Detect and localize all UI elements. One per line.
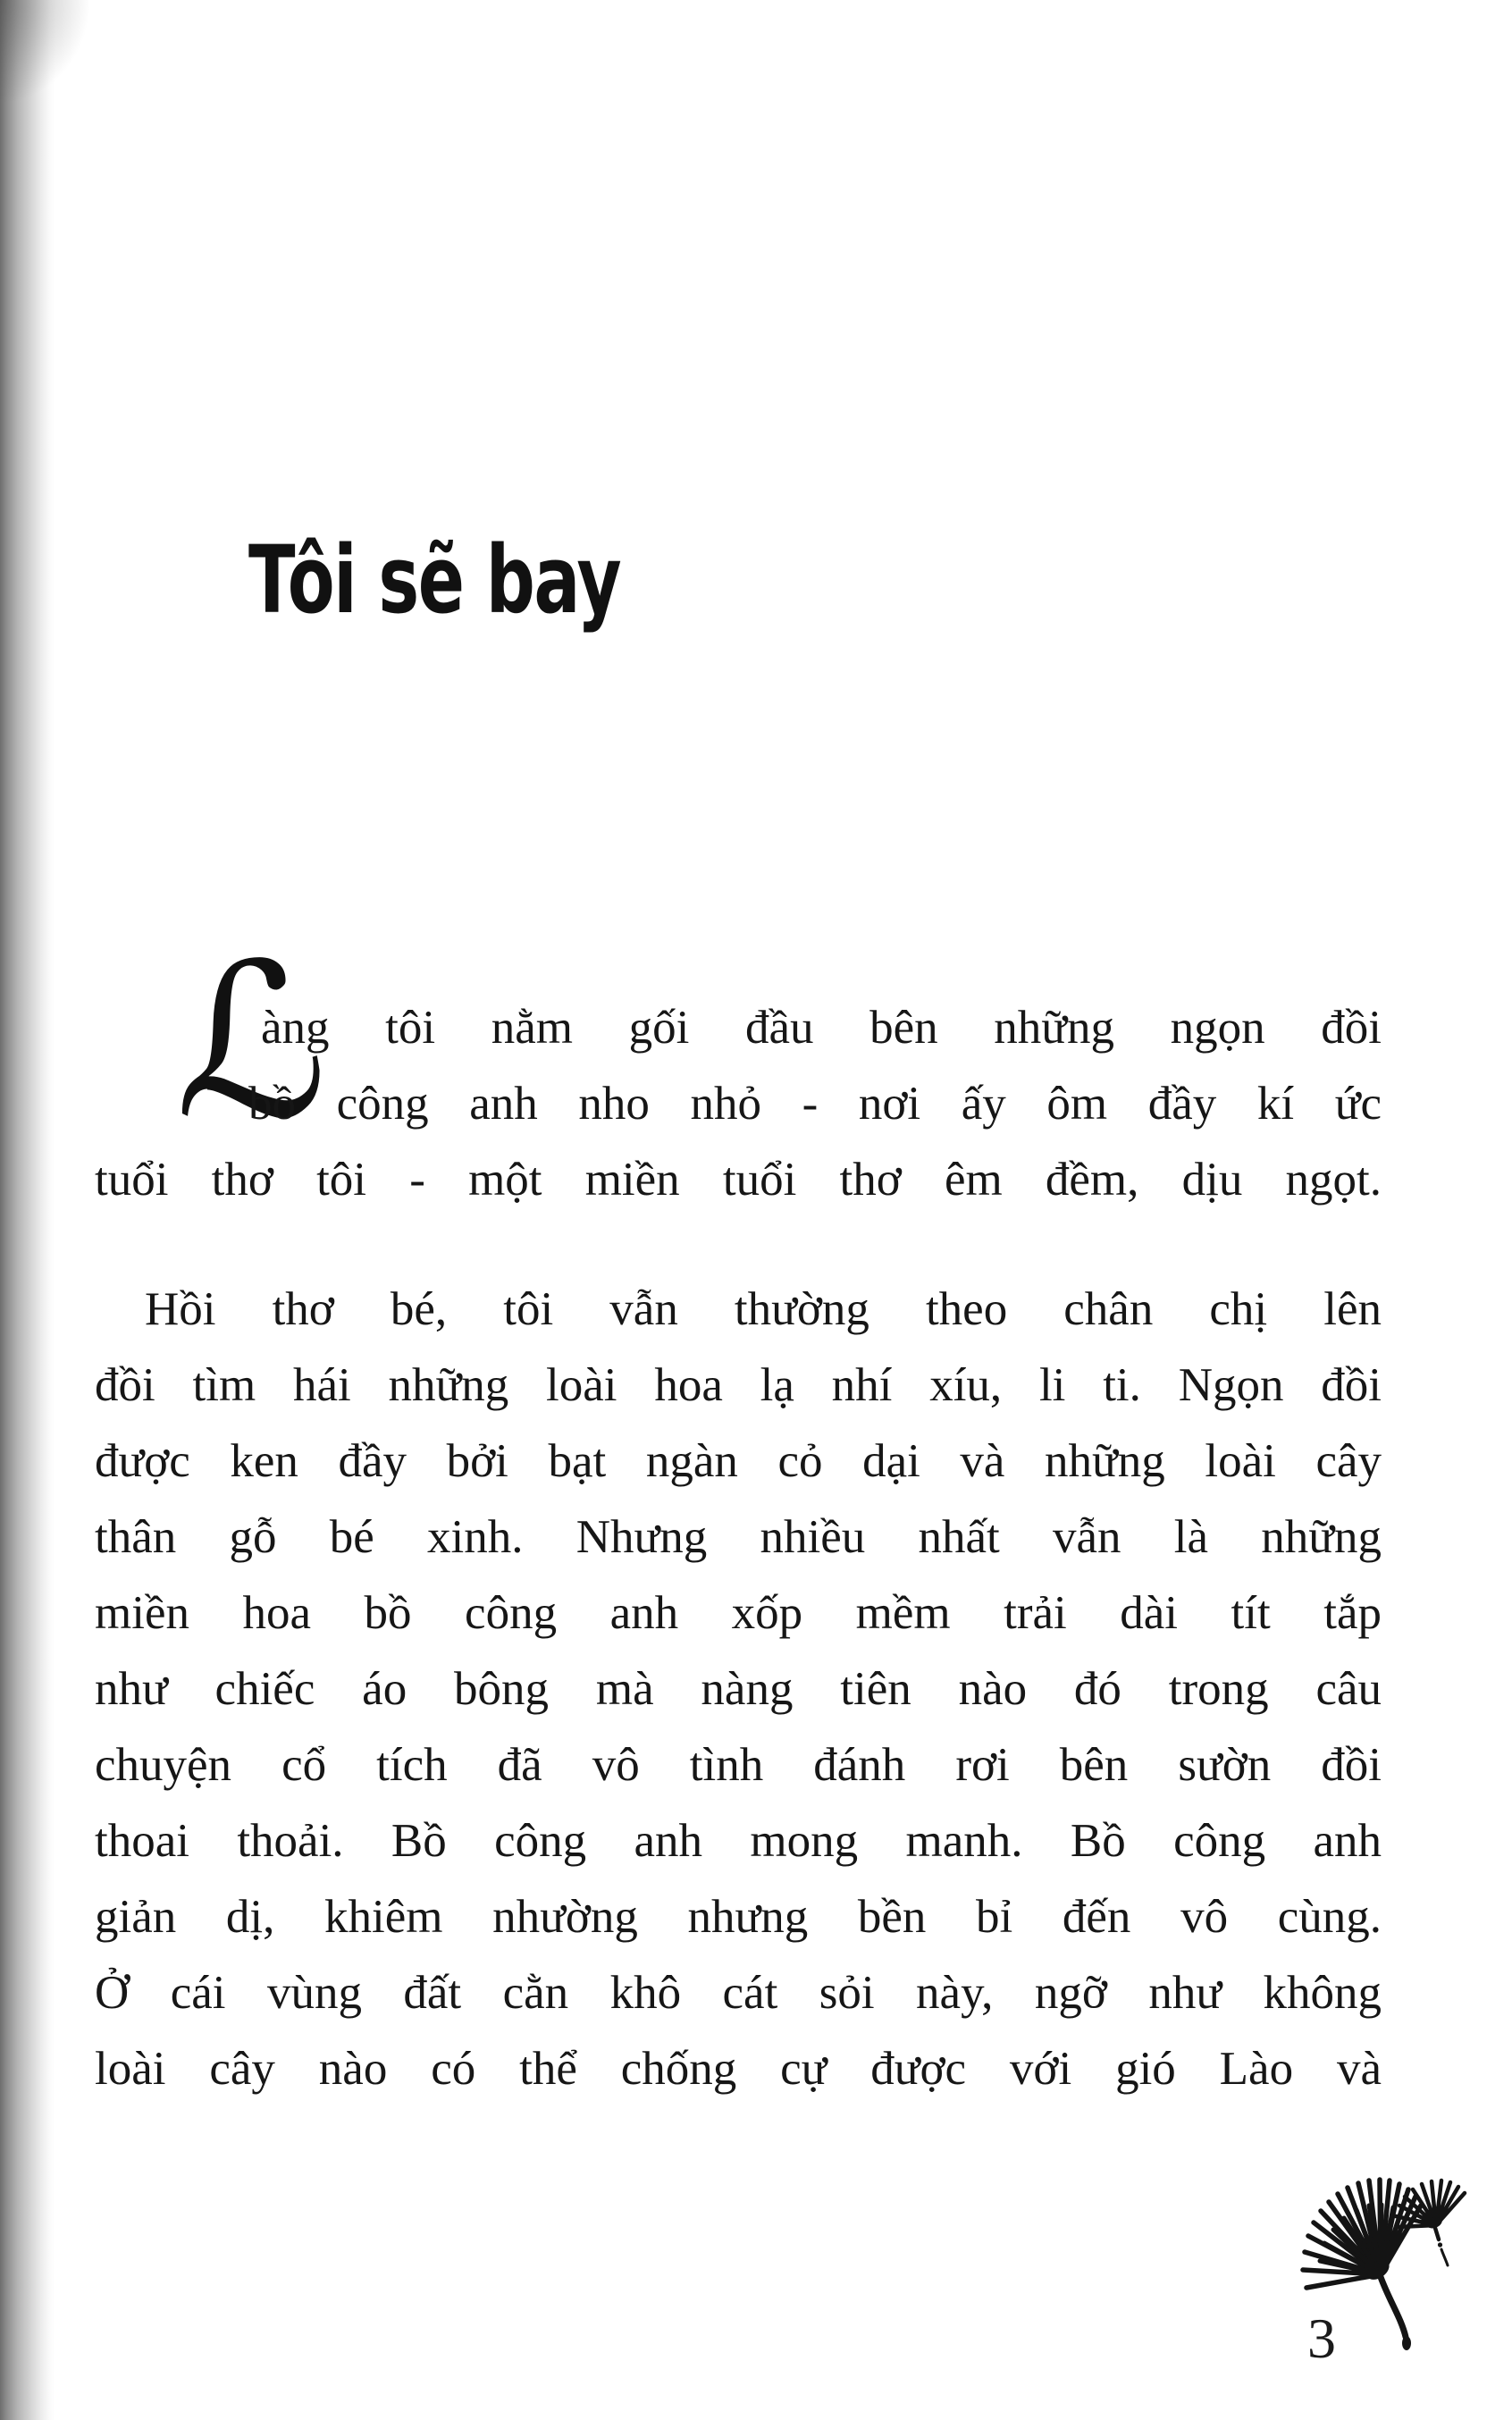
scan-edge-corner-shadow	[0, 0, 125, 143]
text-line: miền hoa bồ công anh xốp mềm trải dài tít tắp	[95, 1587, 1382, 1639]
text-line: loài cây nào có thể chống cự được với gió Lào và	[95, 2043, 1382, 2095]
text-line: giản dị, khiêm nhường nhưng bền bỉ đến vô cùng.	[95, 1891, 1382, 1943]
paragraph-two	[95, 1272, 1382, 2107]
text-line: tuổi thơ tôi - một miền tuổi thơ êm đềm, dịu ngọt.	[95, 1154, 1382, 1206]
scan-edge-shadow	[0, 0, 55, 2420]
paragraph-one	[95, 990, 1382, 1218]
text-line: đồi tìm hái những loài hoa lạ nhí xíu, li ti. Ngọn đồi	[95, 1359, 1382, 1411]
chapter-title: Tôi sẽ bay	[248, 525, 621, 634]
page-number: 3	[1307, 2307, 1336, 2370]
text-line: thân gỗ bé xinh. Nhưng nhiều nhất vẫn là những	[95, 1511, 1382, 1563]
text-line: chuyện cổ tích đã vô tình đánh rơi bên sườn đồi	[95, 1739, 1382, 1791]
dandelion-stem-small	[1435, 2228, 1448, 2265]
text-line: àng tôi nằm gối đầu bên những ngọn đồi	[261, 1002, 1382, 1054]
dandelion-seeds-illustration	[1244, 2136, 1512, 2420]
text-line: như chiếc áo bông mà nàng tiên nào đó trong câu	[95, 1663, 1382, 1715]
dropcap-letter: ℒ	[175, 919, 329, 1166]
text-line: Ở cái vùng đất cằn khô cát sỏi này, ngỡ như không	[95, 1967, 1382, 2019]
text-line: được ken đầy bởi bạt ngàn cỏ dại và những loài cây	[95, 1435, 1382, 1487]
dandelion-stem-large	[1381, 2277, 1411, 2350]
text-line: thoai thoải. Bồ công anh mong manh. Bồ công anh	[95, 1815, 1382, 1867]
text-line: Hồi thơ bé, tôi vẫn thường theo chân chị lên	[145, 1283, 1382, 1335]
text-line: bồ công anh nho nhỏ - nơi ấy ôm đầy kí ức	[248, 1078, 1382, 1130]
